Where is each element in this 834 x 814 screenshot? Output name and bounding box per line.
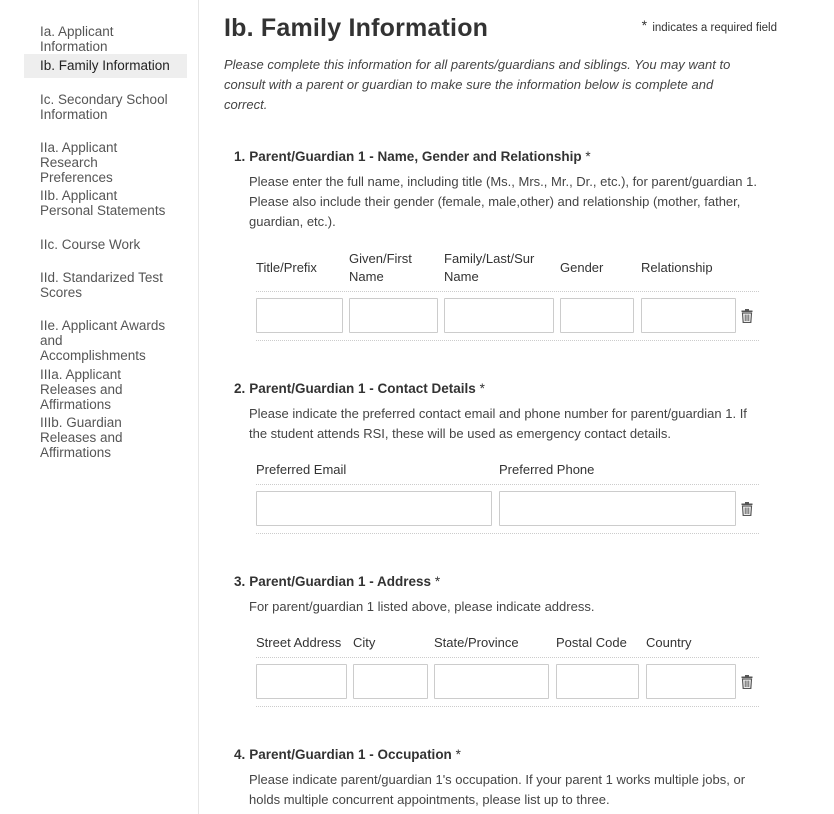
question-1-description: Please enter the full name, including title (Ms., Mrs., Mr., Dr., etc.), for parent/guardian 1. Please also include their gender (female, male,other) and relationship (mother, father, guardian, etc.). [249,174,757,229]
sidebar-item-family-information[interactable]: Ib. Family Information [24,54,187,78]
required-note-text: indicates a required field [652,22,777,34]
row-divider [256,340,759,341]
preferred-phone-input[interactable] [499,491,736,526]
sidebar-item-course-work[interactable]: IIc. Course Work [40,237,141,252]
row-divider [256,657,759,658]
trash-icon[interactable] [741,502,753,516]
family-name-input[interactable] [444,298,554,333]
row-divider [256,706,759,707]
required-field-note [642,18,777,34]
column-header-gender: Gender [560,260,604,275]
country-input[interactable] [646,664,736,699]
question-2 [234,381,764,444]
question-4 [234,747,764,810]
question-1-title [234,149,764,165]
column-header-state-province: State/Province [434,635,519,650]
question-number: 4. [234,747,246,762]
row-divider [256,291,759,292]
question-title-text: Parent/Guardian 1 - Name, Gender and Relationship [249,149,582,164]
intro-text: Please complete this information for all parents/guardians and siblings. You may want to consult with a parent or guardian to make sure the information below is complete and correct. [224,57,731,112]
row-divider [256,484,759,485]
trash-icon[interactable] [741,675,753,689]
question-4-title [234,747,764,763]
column-header-postal-code: Postal Code [556,635,627,650]
column-header-family-name: Family/Last/Sur Name [444,251,535,284]
required-star: * [641,17,648,33]
row-divider [256,533,759,534]
column-header-relationship: Relationship [641,260,713,275]
column-header-city: City [353,635,376,650]
question-title-text: Parent/Guardian 1 - Contact Details [249,381,476,396]
column-header-street-address: Street Address [256,635,342,650]
column-header-country: Country [646,635,692,650]
sidebar-item-guardian-releases[interactable]: IIIb. Guardian Releases and Affirmations [40,415,123,460]
preferred-email-input[interactable] [256,491,492,526]
trash-icon[interactable] [741,309,753,323]
column-header-given-name: Given/First Name [349,251,412,284]
question-2-title [234,381,764,397]
question-1 [234,149,764,232]
page-title: Ib. Family Information [224,14,489,42]
question-3-title [234,574,764,590]
sidebar-item-applicant-information[interactable]: Ia. Applicant Information [40,24,114,54]
relationship-input[interactable] [641,298,736,333]
sidebar-item-applicant-awards[interactable]: IIe. Applicant Awards and Accomplishments [40,318,166,363]
required-marker: * [455,747,461,762]
question-number: 3. [234,574,246,589]
sidebar-item-applicant-personal-statements[interactable]: IIb. Applicant Personal Statements [40,188,166,218]
question-number: 1. [234,149,246,164]
given-name-input[interactable] [349,298,438,333]
sidebar-item-secondary-school-information[interactable]: Ic. Secondary School Information [40,92,168,122]
sidebar-nav [0,0,199,814]
sidebar-item-applicant-research-preferences[interactable]: IIa. Applicant Research Preferences [40,140,118,185]
state-province-input[interactable] [434,664,549,699]
question-title-text: Parent/Guardian 1 - Occupation [249,747,452,762]
gender-input[interactable] [560,298,634,333]
column-header-preferred-email: Preferred Email [256,462,347,477]
question-number: 2. [234,381,246,396]
required-marker: * [479,381,485,396]
required-marker: * [585,149,591,164]
street-address-input[interactable] [256,664,347,699]
city-input[interactable] [353,664,428,699]
title-prefix-input[interactable] [256,298,343,333]
question-title-text: Parent/Guardian 1 - Address [249,574,432,589]
question-3 [234,574,764,617]
postal-code-input[interactable] [556,664,639,699]
sidebar-item-applicant-releases[interactable]: IIIa. Applicant Releases and Affirmations [40,367,123,412]
required-marker: * [434,574,441,589]
question-4-description: Please indicate parent/guardian 1's occupation. If your parent 1 works multiple jobs, or holds multiple concurrent appointments, please list up to three. [249,772,746,807]
column-header-preferred-phone: Preferred Phone [499,462,595,477]
question-3-description: For parent/guardian 1 listed above, please indicate address. [249,599,595,614]
question-2-description: Please indicate the preferred contact email and phone number for parent/guardian 1. If the student attends RSI, these will be used as emergency contact details. [249,406,747,441]
sidebar-item-standardized-test-scores[interactable]: IId. Standarized Test Scores [40,270,163,300]
column-header-title-prefix: Title/Prefix [256,260,317,275]
